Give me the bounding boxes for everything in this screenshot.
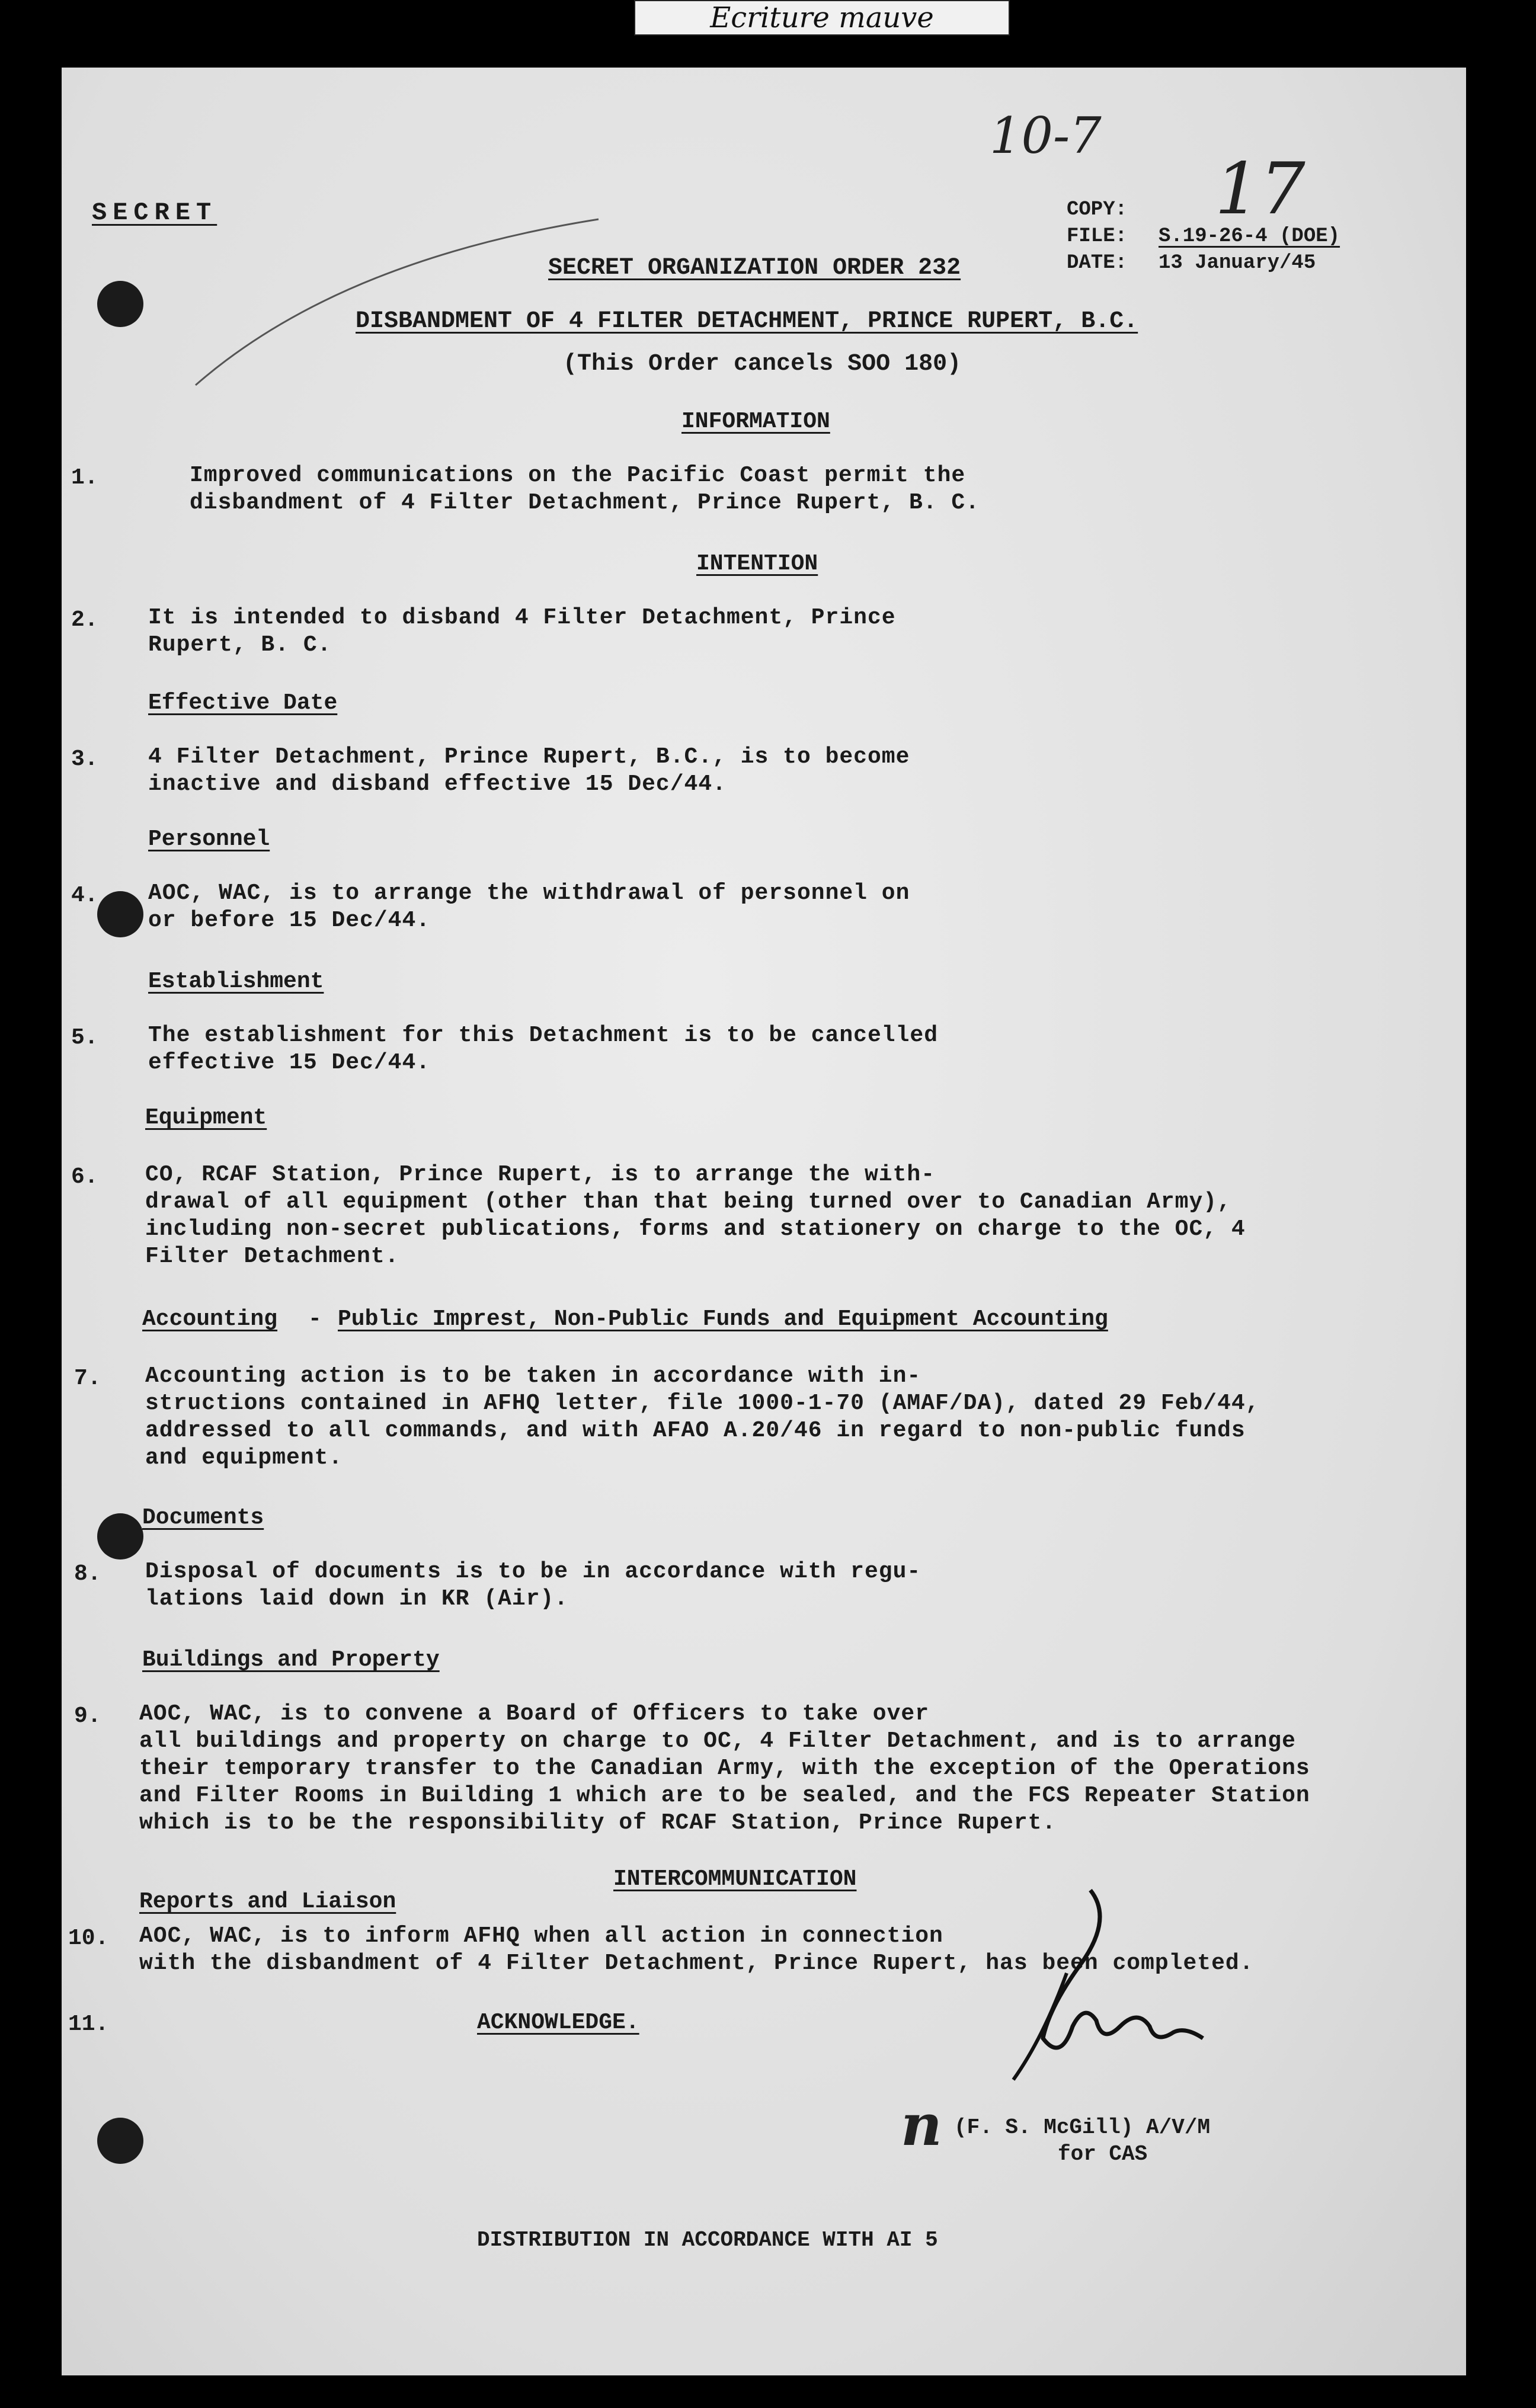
paragraph-number: 5. [71,1025,98,1051]
paragraph-number: 1. [71,465,98,491]
order-subject: DISBANDMENT OF 4 FILTER DETACHMENT, PRINCE RUPERT, B.C. [356,308,1138,335]
heading-documents: Documents [142,1505,264,1530]
copy-label: COPY: [1067,198,1128,221]
acknowledge-instruction: ACKNOWLEDGE. [477,2010,639,2035]
pencil-stroke [190,213,604,391]
paragraph-7-text: Accounting action is to be taken in accordance with in- structions contained in AFHQ letter, file 1000-1-70 (AMAF/DA), dated 29 Feb/44, addressed to all commands, and with AFAO A.20/46 in regard to non-public funds and equipment. [145,1363,1260,1471]
paragraph-10-text: AOC, WAC, is to inform AFHQ when all action in connection with the disbandment of 4 Filter Detachment, Prince Rupert, has been completed. [139,1923,1254,1976]
handwritten-signature [978,1884,1244,2133]
paragraph-9-text: AOC, WAC, is to convene a Board of Officers to take over all buildings and property on charge to OC, 4 Filter Detachment, and is to arrange their temporary transfer to the Canadian Army, with the exception of the Operations and Filter Rooms in Building 1 which are to be sealed, and the FCS Repeater Station which is to be the responsibility of RCAF Station, Prince Rupert. [139,1701,1310,1836]
punch-hole [97,281,143,327]
order-title: SECRET ORGANIZATION ORDER 232 [548,255,961,281]
paragraph-4-text: AOC, WAC, is to arrange the withdrawal of personnel on or before 15 Dec/44. [148,880,910,933]
paragraph-3-text: 4 Filter Detachment, Prince Rupert, B.C., is to become inactive and disband effective 15 Dec/44. [148,744,910,797]
paragraph-number: 9. [74,1703,101,1729]
signatory-name: (F. S. McGill) A/V/M [954,2115,1211,2140]
file-label: FILE: [1067,225,1128,248]
heading-intercommunication: INTERCOMMUNICATION [613,1866,857,1892]
heading-equipment: Equipment [145,1105,267,1131]
punch-hole [97,2118,143,2164]
heading-personnel: Personnel [148,827,270,852]
paragraph-2-text: It is intended to disband 4 Filter Detachment, Prince Rupert, B. C. [148,605,896,658]
paragraph-number: 10. [68,1926,109,1951]
paragraph-number: 4. [71,883,98,908]
paragraph-number: 6. [71,1164,98,1190]
heading-intention: INTENTION [696,551,818,577]
paragraph-8-text: Disposal of documents is to be in accordance with regu- lations laid down in KR (Air). [145,1559,921,1612]
paragraph-number: 2. [71,607,98,633]
punch-hole [97,1513,143,1560]
heading-accounting-detail: Public Imprest, Non-Public Funds and Equipment Accounting [338,1307,1108,1332]
date-value: 13 January/45 [1159,252,1316,274]
paragraph-number: 8. [74,1561,101,1587]
heading-establishment: Establishment [148,969,324,994]
paragraph-1-text: Improved communications on the Pacific Coast permit the disbandment of 4 Filter Detachment, Prince Rupert, B. C. [190,463,980,515]
heading-accounting-separator: - [308,1307,322,1332]
signature-initial: n [901,2092,942,2159]
paragraph-number: 3. [71,747,98,772]
heading-reports: Reports and Liaison [139,1889,396,1914]
paragraph-5-text: The establishment for this Detachment is to be cancelled effective 15 Dec/44. [148,1023,939,1075]
signatory-role: for CAS [1058,2142,1148,2166]
punch-hole [97,891,143,937]
distribution-note: DISTRIBUTION IN ACCORDANCE WITH AI 5 [477,2228,938,2252]
paragraph-number: 11. [68,2012,109,2037]
date-label: DATE: [1067,252,1128,274]
paragraph-6-text: CO, RCAF Station, Prince Rupert, is to arrange the with- drawal of all equipment (other than that being turned over to Canadian Army), including non-secret publications, forms and stationery on charge to the OC, 4 Filter Detachment. [145,1162,1246,1269]
handwritten-copy-number: 17 [1215,148,1305,230]
classification-marking: SECRET [92,198,217,227]
file-value: S.19-26-4 (DOE) [1159,225,1340,248]
heading-buildings: Buildings and Property [142,1647,440,1673]
heading-accounting: Accounting [142,1307,278,1332]
handwritten-page-ref: 10-7 [990,107,1102,165]
paragraph-number: 7. [74,1366,101,1391]
heading-information: INFORMATION [681,409,830,434]
heading-effective-date: Effective Date [148,690,338,716]
cancellation-note: (This Order cancels SOO 180) [563,351,962,377]
archive-tab-label: Ecriture mauve [634,0,1010,36]
